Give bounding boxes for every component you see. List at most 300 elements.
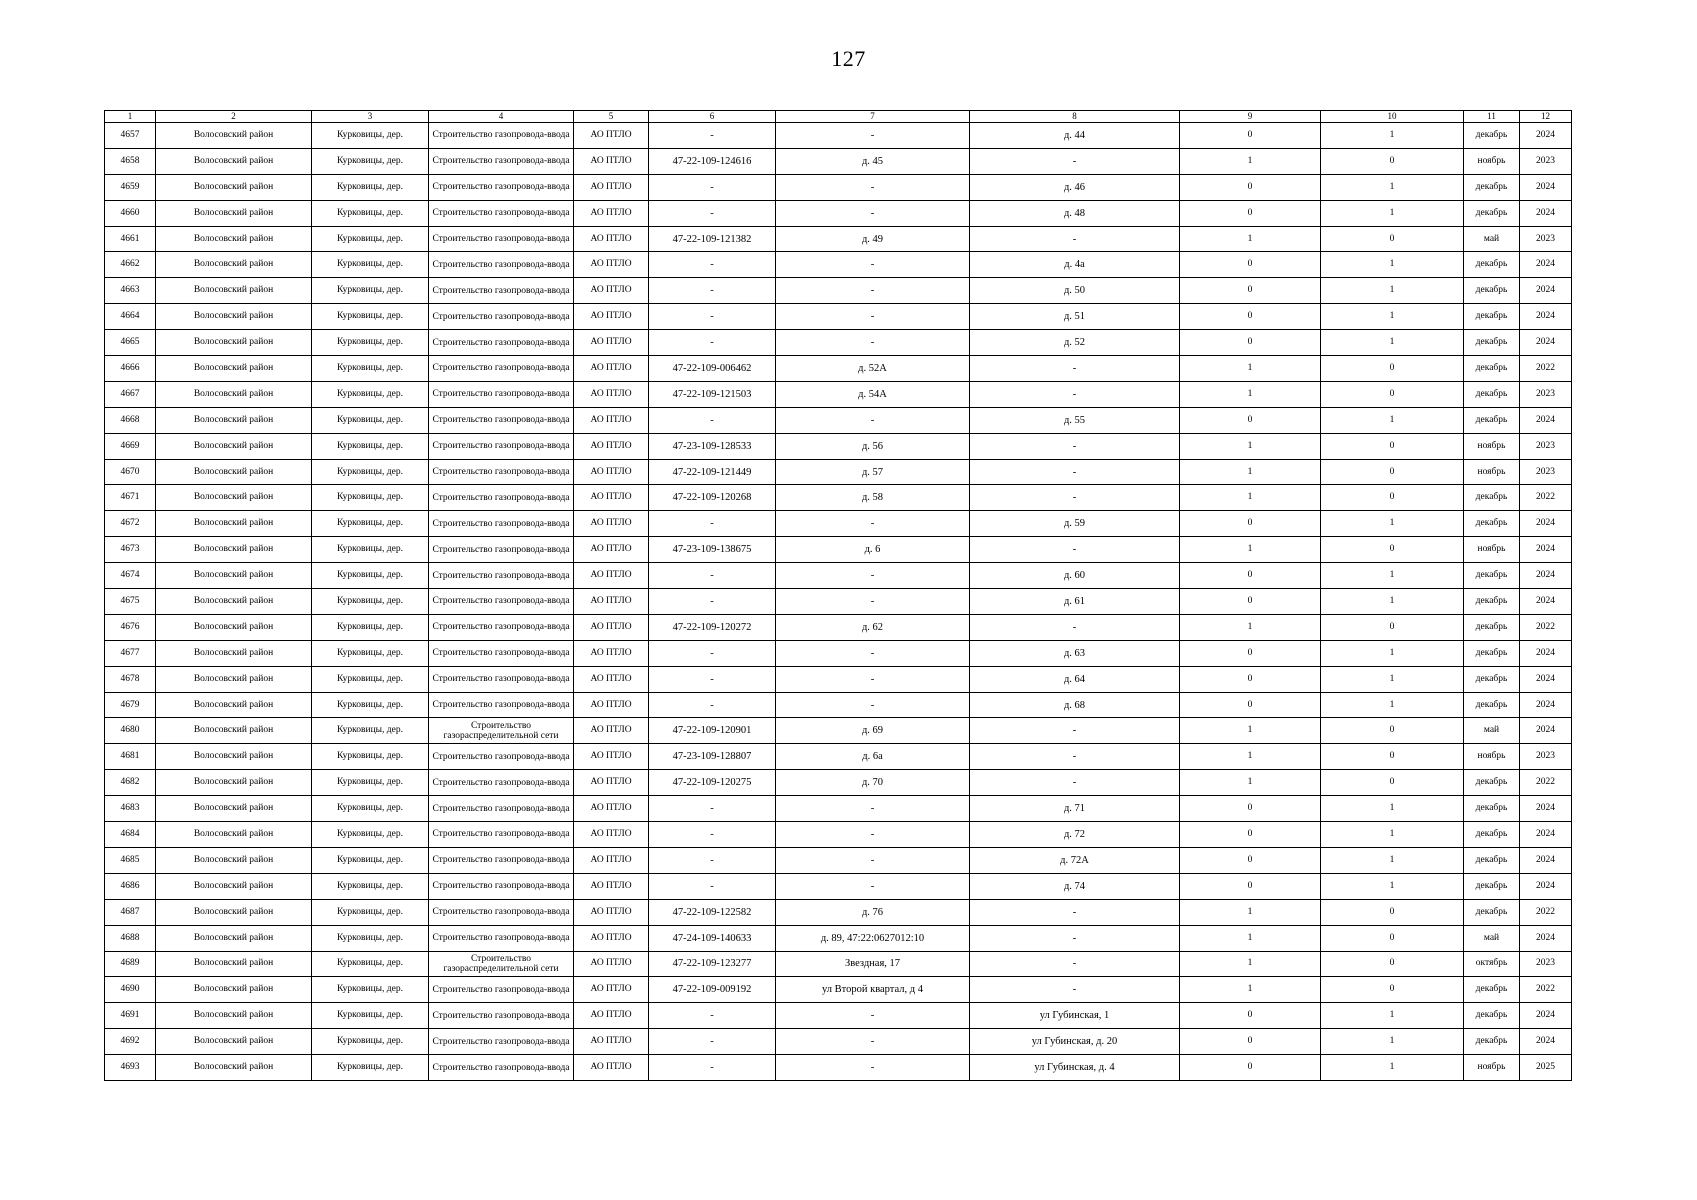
column-number: 12 xyxy=(1520,111,1572,123)
address-cell: д. 89, 47:22:0627012:10 xyxy=(776,925,970,951)
district-cell: Волосовский район xyxy=(156,718,312,744)
row-number: 4662 xyxy=(105,252,156,278)
address-planned-cell: - xyxy=(970,459,1180,485)
count-cell: 0 xyxy=(1180,304,1321,330)
permit-number-cell: 47-22-109-120901 xyxy=(649,718,776,744)
count-cell: 0 xyxy=(1180,278,1321,304)
address-cell: - xyxy=(776,692,970,718)
settlement-cell: Курковицы, дер. xyxy=(312,770,429,796)
row-number: 4674 xyxy=(105,563,156,589)
year-cell: 2024 xyxy=(1520,1003,1572,1029)
column-number: 2 xyxy=(156,111,312,123)
permit-number-cell: 47-22-109-120275 xyxy=(649,770,776,796)
table-row xyxy=(105,614,1572,640)
district-cell: Волосовский район xyxy=(156,666,312,692)
district-cell: Волосовский район xyxy=(156,640,312,666)
address-planned-cell: д. 64 xyxy=(970,666,1180,692)
table-row xyxy=(105,174,1572,200)
organization-cell: АО ПТЛО xyxy=(574,744,649,770)
count-cell: 1 xyxy=(1180,718,1321,744)
permit-number-cell: - xyxy=(649,174,776,200)
permit-number-cell: 47-22-109-120272 xyxy=(649,614,776,640)
count-planned-cell: 0 xyxy=(1321,459,1464,485)
year-cell: 2024 xyxy=(1520,666,1572,692)
month-cell: декабрь xyxy=(1464,640,1520,666)
month-cell: декабрь xyxy=(1464,511,1520,537)
address-cell: - xyxy=(776,796,970,822)
address-cell: д. 6 xyxy=(776,537,970,563)
count-cell: 0 xyxy=(1180,796,1321,822)
organization-cell: АО ПТЛО xyxy=(574,174,649,200)
organization-cell: АО ПТЛО xyxy=(574,200,649,226)
address-cell: - xyxy=(776,174,970,200)
month-cell: май xyxy=(1464,226,1520,252)
year-cell: 2022 xyxy=(1520,614,1572,640)
table-row xyxy=(105,822,1572,848)
district-cell: Волосовский район xyxy=(156,977,312,1003)
district-cell: Волосовский район xyxy=(156,1055,312,1081)
organization-cell: АО ПТЛО xyxy=(574,537,649,563)
work-type-cell: Строительство газопровода-ввода xyxy=(429,407,574,433)
settlement-cell: Курковицы, дер. xyxy=(312,589,429,615)
address-planned-cell: - xyxy=(970,537,1180,563)
count-cell: 1 xyxy=(1180,537,1321,563)
permit-number-cell: 47-22-109-006462 xyxy=(649,356,776,382)
column-number: 5 xyxy=(574,111,649,123)
row-number: 4659 xyxy=(105,174,156,200)
district-cell: Волосовский район xyxy=(156,1003,312,1029)
count-cell: 0 xyxy=(1180,123,1321,149)
month-cell: ноябрь xyxy=(1464,433,1520,459)
count-cell: 1 xyxy=(1180,148,1321,174)
column-number: 9 xyxy=(1180,111,1321,123)
settlement-cell: Курковицы, дер. xyxy=(312,977,429,1003)
month-cell: декабрь xyxy=(1464,563,1520,589)
settlement-cell: Курковицы, дер. xyxy=(312,407,429,433)
work-type-cell: Строительство газопровода-ввода xyxy=(429,148,574,174)
month-cell: декабрь xyxy=(1464,1029,1520,1055)
address-cell: - xyxy=(776,278,970,304)
permit-number-cell: - xyxy=(649,1029,776,1055)
row-number: 4691 xyxy=(105,1003,156,1029)
count-planned-cell: 1 xyxy=(1321,1003,1464,1029)
year-cell: 2024 xyxy=(1520,511,1572,537)
table-row xyxy=(105,925,1572,951)
work-type-cell: Строительство газопровода-ввода xyxy=(429,278,574,304)
address-planned-cell: д. 51 xyxy=(970,304,1180,330)
table-row xyxy=(105,692,1572,718)
count-cell: 0 xyxy=(1180,174,1321,200)
settlement-cell: Курковицы, дер. xyxy=(312,847,429,873)
row-number: 4689 xyxy=(105,951,156,977)
row-number: 4680 xyxy=(105,718,156,744)
year-cell: 2024 xyxy=(1520,925,1572,951)
table-row xyxy=(105,847,1572,873)
table-row xyxy=(105,304,1572,330)
work-type-cell: Строительство газопровода-ввода xyxy=(429,640,574,666)
organization-cell: АО ПТЛО xyxy=(574,951,649,977)
count-planned-cell: 1 xyxy=(1321,278,1464,304)
month-cell: декабрь xyxy=(1464,278,1520,304)
district-cell: Волосовский район xyxy=(156,511,312,537)
count-planned-cell: 1 xyxy=(1321,847,1464,873)
district-cell: Волосовский район xyxy=(156,847,312,873)
count-planned-cell: 1 xyxy=(1321,589,1464,615)
settlement-cell: Курковицы, дер. xyxy=(312,563,429,589)
district-cell: Волосовский район xyxy=(156,381,312,407)
settlement-cell: Курковицы, дер. xyxy=(312,925,429,951)
table-row xyxy=(105,407,1572,433)
district-cell: Волосовский район xyxy=(156,822,312,848)
row-number: 4667 xyxy=(105,381,156,407)
year-cell: 2022 xyxy=(1520,770,1572,796)
settlement-cell: Курковицы, дер. xyxy=(312,744,429,770)
district-cell: Волосовский район xyxy=(156,873,312,899)
count-cell: 0 xyxy=(1180,563,1321,589)
address-planned-cell: д. 68 xyxy=(970,692,1180,718)
count-cell: 0 xyxy=(1180,511,1321,537)
permit-number-cell: - xyxy=(649,589,776,615)
organization-cell: АО ПТЛО xyxy=(574,822,649,848)
row-number: 4664 xyxy=(105,304,156,330)
count-planned-cell: 1 xyxy=(1321,640,1464,666)
address-planned-cell: д. 55 xyxy=(970,407,1180,433)
table-row xyxy=(105,278,1572,304)
count-planned-cell: 0 xyxy=(1321,485,1464,511)
permit-number-cell: - xyxy=(649,252,776,278)
year-cell: 2024 xyxy=(1520,304,1572,330)
organization-cell: АО ПТЛО xyxy=(574,563,649,589)
organization-cell: АО ПТЛО xyxy=(574,459,649,485)
permit-number-cell: 47-22-109-123277 xyxy=(649,951,776,977)
column-number: 11 xyxy=(1464,111,1520,123)
address-planned-cell: ул Губинская, 1 xyxy=(970,1003,1180,1029)
address-planned-cell: - xyxy=(970,433,1180,459)
district-cell: Волосовский район xyxy=(156,304,312,330)
district-cell: Волосовский район xyxy=(156,589,312,615)
row-number: 4669 xyxy=(105,433,156,459)
address-planned-cell: д. 46 xyxy=(970,174,1180,200)
month-cell: декабрь xyxy=(1464,330,1520,356)
page-number: 127 xyxy=(831,46,866,71)
permit-number-cell: 47-22-109-009192 xyxy=(649,977,776,1003)
table-row xyxy=(105,899,1572,925)
address-planned-cell: - xyxy=(970,977,1180,1003)
year-cell: 2023 xyxy=(1520,744,1572,770)
count-cell: 0 xyxy=(1180,330,1321,356)
row-number: 4671 xyxy=(105,485,156,511)
work-type-cell: Строительство газораспределительной сети xyxy=(429,718,574,744)
year-cell: 2024 xyxy=(1520,174,1572,200)
row-number: 4660 xyxy=(105,200,156,226)
table-row xyxy=(105,252,1572,278)
row-number: 4679 xyxy=(105,692,156,718)
address-cell: д. 70 xyxy=(776,770,970,796)
month-cell: май xyxy=(1464,718,1520,744)
work-type-cell: Строительство газопровода-ввода xyxy=(429,744,574,770)
settlement-cell: Курковицы, дер. xyxy=(312,304,429,330)
table-row xyxy=(105,770,1572,796)
count-planned-cell: 0 xyxy=(1321,433,1464,459)
settlement-cell: Курковицы, дер. xyxy=(312,123,429,149)
month-cell: декабрь xyxy=(1464,123,1520,149)
count-planned-cell: 0 xyxy=(1321,744,1464,770)
year-cell: 2024 xyxy=(1520,252,1572,278)
row-number: 4665 xyxy=(105,330,156,356)
table-row xyxy=(105,537,1572,563)
count-cell: 1 xyxy=(1180,381,1321,407)
district-cell: Волосовский район xyxy=(156,174,312,200)
district-cell: Волосовский район xyxy=(156,433,312,459)
district-cell: Волосовский район xyxy=(156,692,312,718)
organization-cell: АО ПТЛО xyxy=(574,304,649,330)
month-cell: декабрь xyxy=(1464,356,1520,382)
settlement-cell: Курковицы, дер. xyxy=(312,822,429,848)
address-cell: - xyxy=(776,1055,970,1081)
year-cell: 2025 xyxy=(1520,1055,1572,1081)
address-planned-cell: - xyxy=(970,614,1180,640)
settlement-cell: Курковицы, дер. xyxy=(312,485,429,511)
column-number: 8 xyxy=(970,111,1180,123)
count-cell: 1 xyxy=(1180,459,1321,485)
table-row xyxy=(105,485,1572,511)
address-planned-cell: д. 44 xyxy=(970,123,1180,149)
count-planned-cell: 1 xyxy=(1321,666,1464,692)
work-type-cell: Строительство газопровода-ввода xyxy=(429,511,574,537)
count-planned-cell: 1 xyxy=(1321,692,1464,718)
table-row xyxy=(105,873,1572,899)
address-cell: - xyxy=(776,407,970,433)
district-cell: Волосовский район xyxy=(156,330,312,356)
month-cell: декабрь xyxy=(1464,589,1520,615)
organization-cell: АО ПТЛО xyxy=(574,123,649,149)
address-cell: д. 52А xyxy=(776,356,970,382)
address-planned-cell: - xyxy=(970,925,1180,951)
address-cell: ул Второй квартал, д 4 xyxy=(776,977,970,1003)
work-type-cell: Строительство газопровода-ввода xyxy=(429,485,574,511)
month-cell: ноябрь xyxy=(1464,744,1520,770)
count-planned-cell: 0 xyxy=(1321,951,1464,977)
count-planned-cell: 0 xyxy=(1321,356,1464,382)
table-row xyxy=(105,1003,1572,1029)
district-cell: Волосовский район xyxy=(156,951,312,977)
count-planned-cell: 1 xyxy=(1321,873,1464,899)
count-cell: 1 xyxy=(1180,614,1321,640)
year-cell: 2024 xyxy=(1520,200,1572,226)
address-cell: д. 49 xyxy=(776,226,970,252)
table-row xyxy=(105,977,1572,1003)
count-cell: 1 xyxy=(1180,356,1321,382)
count-cell: 0 xyxy=(1180,666,1321,692)
address-planned-cell: д. 72 xyxy=(970,822,1180,848)
column-number: 4 xyxy=(429,111,574,123)
address-planned-cell: ул Губинская, д. 20 xyxy=(970,1029,1180,1055)
count-cell: 1 xyxy=(1180,951,1321,977)
district-cell: Волосовский район xyxy=(156,537,312,563)
address-cell: - xyxy=(776,873,970,899)
district-cell: Волосовский район xyxy=(156,123,312,149)
address-planned-cell: д. 52 xyxy=(970,330,1180,356)
row-number: 4676 xyxy=(105,614,156,640)
month-cell: декабрь xyxy=(1464,666,1520,692)
organization-cell: АО ПТЛО xyxy=(574,640,649,666)
settlement-cell: Курковицы, дер. xyxy=(312,718,429,744)
organization-cell: АО ПТЛО xyxy=(574,977,649,1003)
settlement-cell: Курковицы, дер. xyxy=(312,796,429,822)
count-planned-cell: 1 xyxy=(1321,563,1464,589)
row-number: 4687 xyxy=(105,899,156,925)
year-cell: 2024 xyxy=(1520,407,1572,433)
work-type-cell: Строительство газопровода-ввода xyxy=(429,174,574,200)
column-number: 1 xyxy=(105,111,156,123)
district-cell: Волосовский район xyxy=(156,1029,312,1055)
work-type-cell: Строительство газопровода-ввода xyxy=(429,589,574,615)
settlement-cell: Курковицы, дер. xyxy=(312,614,429,640)
address-cell: д. 58 xyxy=(776,485,970,511)
permit-number-cell: - xyxy=(649,1003,776,1029)
year-cell: 2024 xyxy=(1520,537,1572,563)
address-cell: - xyxy=(776,666,970,692)
work-type-cell: Строительство газопровода-ввода xyxy=(429,1055,574,1081)
year-cell: 2023 xyxy=(1520,381,1572,407)
district-cell: Волосовский район xyxy=(156,459,312,485)
district-cell: Волосовский район xyxy=(156,485,312,511)
address-cell: - xyxy=(776,252,970,278)
count-cell: 0 xyxy=(1180,1055,1321,1081)
count-cell: 0 xyxy=(1180,589,1321,615)
permit-number-cell: 47-23-109-128807 xyxy=(649,744,776,770)
month-cell: декабрь xyxy=(1464,822,1520,848)
address-planned-cell: - xyxy=(970,148,1180,174)
organization-cell: АО ПТЛО xyxy=(574,433,649,459)
address-planned-cell: - xyxy=(970,770,1180,796)
count-planned-cell: 0 xyxy=(1321,148,1464,174)
permit-number-cell: - xyxy=(649,692,776,718)
district-cell: Волосовский район xyxy=(156,148,312,174)
address-planned-cell: д. 61 xyxy=(970,589,1180,615)
year-cell: 2024 xyxy=(1520,589,1572,615)
address-planned-cell: - xyxy=(970,226,1180,252)
organization-cell: АО ПТЛО xyxy=(574,485,649,511)
address-planned-cell: д. 60 xyxy=(970,563,1180,589)
district-cell: Волосовский район xyxy=(156,252,312,278)
permit-number-cell: - xyxy=(649,511,776,537)
count-cell: 1 xyxy=(1180,485,1321,511)
count-planned-cell: 1 xyxy=(1321,822,1464,848)
month-cell: декабрь xyxy=(1464,847,1520,873)
address-cell: д. 45 xyxy=(776,148,970,174)
settlement-cell: Курковицы, дер. xyxy=(312,356,429,382)
row-number: 4690 xyxy=(105,977,156,1003)
count-planned-cell: 1 xyxy=(1321,796,1464,822)
table-row xyxy=(105,148,1572,174)
count-planned-cell: 1 xyxy=(1321,123,1464,149)
work-type-cell: Строительство газопровода-ввода xyxy=(429,123,574,149)
address-planned-cell: д. 59 xyxy=(970,511,1180,537)
row-number: 4681 xyxy=(105,744,156,770)
count-cell: 1 xyxy=(1180,226,1321,252)
address-planned-cell: д. 50 xyxy=(970,278,1180,304)
district-cell: Волосовский район xyxy=(156,925,312,951)
work-type-cell: Строительство газопровода-ввода xyxy=(429,1029,574,1055)
work-type-cell: Строительство газопровода-ввода xyxy=(429,563,574,589)
count-cell: 1 xyxy=(1180,433,1321,459)
register-table xyxy=(104,110,1572,1081)
district-cell: Волосовский район xyxy=(156,226,312,252)
permit-number-cell: - xyxy=(649,796,776,822)
organization-cell: АО ПТЛО xyxy=(574,666,649,692)
row-number: 4661 xyxy=(105,226,156,252)
count-planned-cell: 0 xyxy=(1321,537,1464,563)
permit-number-cell: - xyxy=(649,123,776,149)
year-cell: 2024 xyxy=(1520,822,1572,848)
table-row xyxy=(105,356,1572,382)
count-planned-cell: 0 xyxy=(1321,226,1464,252)
row-number: 4693 xyxy=(105,1055,156,1081)
organization-cell: АО ПТЛО xyxy=(574,614,649,640)
organization-cell: АО ПТЛО xyxy=(574,692,649,718)
count-planned-cell: 0 xyxy=(1321,614,1464,640)
address-planned-cell: ул Губинская, д. 4 xyxy=(970,1055,1180,1081)
month-cell: декабрь xyxy=(1464,304,1520,330)
permit-number-cell: - xyxy=(649,666,776,692)
organization-cell: АО ПТЛО xyxy=(574,407,649,433)
address-planned-cell: д. 71 xyxy=(970,796,1180,822)
address-cell: - xyxy=(776,200,970,226)
district-cell: Волосовский район xyxy=(156,744,312,770)
count-cell: 0 xyxy=(1180,1029,1321,1055)
table-row xyxy=(105,744,1572,770)
row-number: 4684 xyxy=(105,822,156,848)
month-cell: декабрь xyxy=(1464,1003,1520,1029)
column-number: 10 xyxy=(1321,111,1464,123)
table-row xyxy=(105,718,1572,744)
settlement-cell: Курковицы, дер. xyxy=(312,666,429,692)
row-number: 4670 xyxy=(105,459,156,485)
month-cell: декабрь xyxy=(1464,770,1520,796)
work-type-cell: Строительство газопровода-ввода xyxy=(429,537,574,563)
year-cell: 2022 xyxy=(1520,485,1572,511)
settlement-cell: Курковицы, дер. xyxy=(312,899,429,925)
organization-cell: АО ПТЛО xyxy=(574,356,649,382)
permit-number-cell: 47-22-109-121382 xyxy=(649,226,776,252)
month-cell: декабрь xyxy=(1464,407,1520,433)
month-cell: ноябрь xyxy=(1464,1055,1520,1081)
table-row xyxy=(105,640,1572,666)
count-planned-cell: 1 xyxy=(1321,174,1464,200)
organization-cell: АО ПТЛО xyxy=(574,381,649,407)
month-cell: декабрь xyxy=(1464,174,1520,200)
row-number: 4668 xyxy=(105,407,156,433)
column-number: 7 xyxy=(776,111,970,123)
column-number: 6 xyxy=(649,111,776,123)
address-cell: - xyxy=(776,847,970,873)
count-planned-cell: 0 xyxy=(1321,770,1464,796)
count-planned-cell: 0 xyxy=(1321,381,1464,407)
permit-number-cell: 47-22-109-120268 xyxy=(649,485,776,511)
count-planned-cell: 0 xyxy=(1321,899,1464,925)
address-cell: д. 69 xyxy=(776,718,970,744)
address-planned-cell: - xyxy=(970,485,1180,511)
work-type-cell: Строительство газораспределительной сети xyxy=(429,951,574,977)
count-cell: 0 xyxy=(1180,200,1321,226)
table-row xyxy=(105,330,1572,356)
district-cell: Волосовский район xyxy=(156,278,312,304)
settlement-cell: Курковицы, дер. xyxy=(312,873,429,899)
settlement-cell: Курковицы, дер. xyxy=(312,951,429,977)
year-cell: 2024 xyxy=(1520,563,1572,589)
settlement-cell: Курковицы, дер. xyxy=(312,692,429,718)
